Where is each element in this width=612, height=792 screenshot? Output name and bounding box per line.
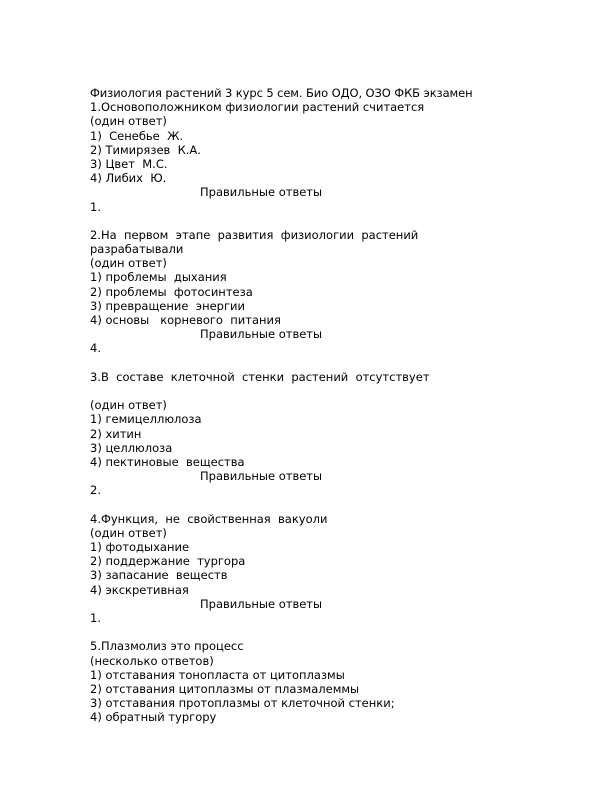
question-4-answer: 1. bbox=[90, 610, 101, 625]
question-2-option-3: 3) превращение энергии bbox=[90, 298, 245, 313]
question-3-option-1: 1) гемицеллюлоза bbox=[90, 412, 202, 427]
question-2-text-line-1: 2.На первом этапе развития физиологии растений bbox=[90, 227, 419, 242]
question-4-option-3: 3) запасание веществ bbox=[90, 568, 228, 583]
question-1-option-1: 1) Сенебье Ж. bbox=[90, 128, 184, 143]
question-4-answers-label: Правильные ответы bbox=[200, 596, 323, 611]
question-4-mode: (один ответ) bbox=[90, 525, 167, 540]
question-2-option-1: 1) проблемы дыхания bbox=[90, 270, 227, 285]
question-2-option-2: 2) проблемы фотосинтеза bbox=[90, 284, 253, 299]
question-3-text: 3.В составе клеточной стенки растений отсутствует bbox=[90, 369, 430, 384]
question-4-option-4: 4) экскретивная bbox=[90, 582, 189, 597]
question-3-mode: (один ответ) bbox=[90, 398, 167, 413]
question-4-option-1: 1) фотодыхание bbox=[90, 540, 190, 554]
question-5-option-2: 2) отставания цитоплазмы от плазмалеммы bbox=[90, 681, 360, 696]
spacer bbox=[90, 384, 530, 398]
question-1-option-4: 4) Либих Ю. bbox=[90, 171, 167, 186]
question-2-option-4: 4) основы корневого питания bbox=[90, 313, 281, 327]
question-3-option-3: 3) целлюлоза bbox=[90, 440, 173, 455]
question-3-answer: 2. bbox=[90, 483, 101, 498]
question-5-text: 5.Плазмолиз это процесс bbox=[90, 639, 244, 654]
question-4-option-2: 2) поддержание тургора bbox=[90, 554, 246, 569]
question-5-option-1: 1) отставания тонопласта от цитоплазмы bbox=[90, 667, 345, 682]
question-1-option-2: 2) Тимирязев К.А. bbox=[90, 142, 201, 157]
document-title: Физиология растений 3 курс 5 сем. Био ОДО, ОЗО ФКБ экзамен bbox=[90, 86, 473, 100]
question-1-answer: 1. bbox=[90, 199, 101, 214]
question-5-option-4: 4) обратный тургору bbox=[90, 710, 217, 725]
spacer bbox=[90, 497, 530, 511]
question-3-option-2: 2) хитин bbox=[90, 426, 142, 441]
spacer bbox=[90, 625, 530, 639]
question-2-answers-label: Правильные ответы bbox=[200, 327, 323, 342]
question-5-option-3: 3) отставания протоплазмы от клеточной стенки; bbox=[90, 696, 395, 711]
question-3-option-4: 4) пектиновые вещества bbox=[90, 454, 245, 469]
question-3-answers-label: Правильные ответы bbox=[200, 469, 323, 484]
spacer bbox=[90, 356, 530, 370]
document-content bbox=[90, 86, 530, 724]
question-4-text: 4.Функция, не свойственная вакуоли bbox=[90, 511, 328, 526]
spacer bbox=[90, 214, 530, 228]
question-1-text: 1.Основоположником физиологии растений считается bbox=[90, 100, 425, 115]
question-1-option-3: 3) Цвет М.С. bbox=[90, 156, 168, 171]
question-1-mode: (один ответ) bbox=[90, 114, 167, 129]
question-5-mode: (несколько ответов) bbox=[90, 653, 214, 668]
question-2-mode: (один ответ) bbox=[90, 256, 167, 271]
question-2-text-line-2: разрабатывали bbox=[90, 242, 184, 257]
question-1-answers-label: Правильные ответы bbox=[200, 185, 323, 200]
question-2-answer: 4. bbox=[90, 341, 101, 356]
